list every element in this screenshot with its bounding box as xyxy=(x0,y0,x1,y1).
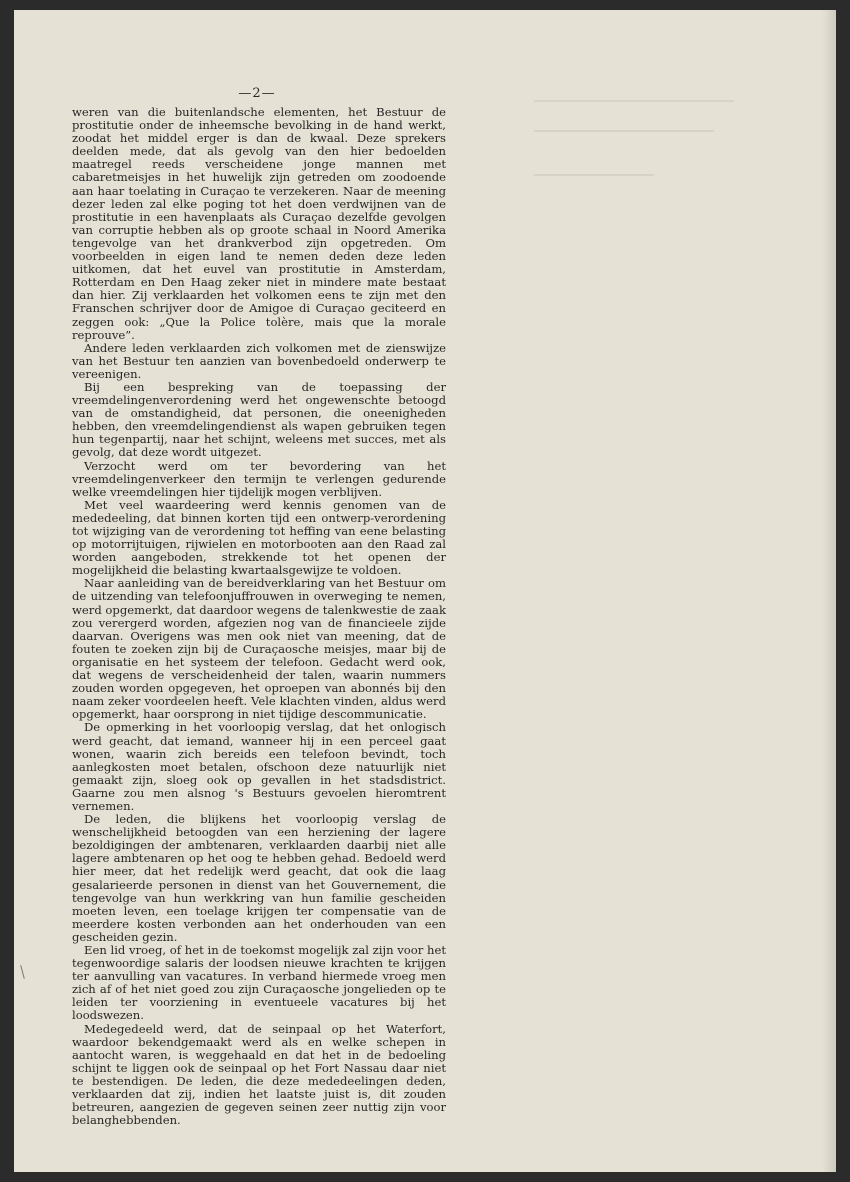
paragraph: Bij een bespreking van de toepassing der vreemdelingenverordening werd het ongewenschte betoogd van de omstandigheid, dat personen, die oneenigheden hebben, den vreemdelingendienst als wapen gebruiken tegen hun tegenpartij, naar het schijnt, weleens met succes, met als gevolg, dat deze wordt uitgezet. xyxy=(72,379,446,460)
paragraph: Naar aanleiding van de bereidverklaring van het Bestuur om de uitzending van telefoonjuffrouwen in overweging te nemen, werd opgemerkt, dat daardoor wegens de talenkwestie de zaak zou verergerd worden, afgezien nog van de financieele zijde daarvan. Overigens was men ook niet van meening, dat de fouten te zoeken zijn bij de Curaçaosche meisjes, maar bij de organisatie en het systeem der telefoon. Gedacht werd ook, dat wegens de verscheidenheid der talen, waarin nummers zouden worden opgegeven, het oproepen van abonnés bij den naam zeker voordeelen heeft. Vele klachten vinden, aldus werd opgemerkt, haar oorsprong in niet tijdige descommunicatie. xyxy=(72,576,446,722)
page-edge-shadow xyxy=(822,10,836,1172)
document-page xyxy=(14,10,836,1172)
paragraph: weren van die buitenlandsche elementen, het Bestuur de prostitutie onder de inheemsche bevolking in de hand werkt, zoodat het middel erger is dan de kwaal. Deze sprekers deelden mede, dat als gevolg van den hier bedoelden maatregel reeds verscheidene jonge mannen met cabaretmeisjes in het huwelijk zijn getreden om zoodoende aan haar toelating in Curaçao te verzekeren. Naar de meening dezer leden zal elke poging tot het doen verdwijnen van de prostitutie in een havenplaats als Curaçao dezelfde gevolgen van corruptie hebben als op groote schaal in Noord Amerika tengevolge van het drankverbod zijn opgetreden. Om voorbeelden in eigen land te nemen deden deze leden uitkomen, dat het euvel van prostitutie in Amsterdam, Rotterdam en Den Haag zeker niet in mindere mate bestaat dan hier. Zij verklaarden het volkomen eens te zijn met den Franschen schrijver door de Amigoe di Curaçao geciteerd en zeggen ook: „Que la Police tolère, mais que la morale reprouve”. xyxy=(72,105,446,342)
paragraph: De opmerking in het voorloopig verslag, dat het onlogisch werd geacht, dat iemand, wanneer hij in een perceel gaat wonen, waarin zich bereids een telefoon bevindt, toch aanlegkosten moet betalen, ofschoon deze natuurlijk niet gemaakt zijn, sloeg ook op gevallen in het stadsdistrict. Gaarne zou men alsnog 's Bestuurs gevoelen hieromtrent vernemen. xyxy=(72,720,446,813)
paragraph: Medegedeeld werd, dat de seinpaal op het Waterfort, waardoor bekendgemaakt werd als en welke schepen in aantocht waren, is weggehaald en dat het in de bedoeling schijnt te liggen ook de seinpaal op het Fort Nassau daar niet te bestendigen. De leden, die deze mededeelingen deden, verklaarden dat zij, indien het laatste juist is, dit zouden betreuren, aangezien de gegeven seinen zeer nuttig zijn voor belanghebbenden. xyxy=(72,1021,446,1128)
paragraph: Een lid vroeg, of het in de toekomst mogelijk zal zijn voor het tegenwoordige salaris der loodsen nieuwe krachten te krijgen ter aanvulling van vacatures. In verband hiermede vroeg men zich af of het niet goed zou zijn Curaçaosche jongelieden op te leiden ter voorziening in eventueele vacatures bij het loodswezen. xyxy=(72,943,446,1023)
body-text xyxy=(72,106,446,1127)
page-number: —2— xyxy=(238,86,276,101)
margin-mark xyxy=(20,965,25,979)
paragraph: De leden, die blijkens het voorloopig verslag de wenschelijkheid betoogden van een herziening der lagere bezoldigingen der ambtenaren, verklaarden daarbij niet alle lagere ambtenaren op het oog te hebben gehad. Bedoeld werd hier meer, dat het redelijk werd geacht, dat ook die laag gesalarieerde personen in dienst van het Gouvernement, die tengevolge van hun werkkring van hun familie gescheiden moeten leven, een toelage krijgen ter compensatie van de meerdere kosten verbonden aan het onderhouden van een gescheiden gezin. xyxy=(72,812,446,944)
bleed-through-shadow xyxy=(534,70,764,240)
paragraph: Andere leden verklaarden zich volkomen met de zienswijze van het Bestuur ten aanzien van bovenbedoeld onderwerp te vereenigen. xyxy=(72,340,446,381)
paragraph: Met veel waardeering werd kennis genomen van de mededeeling, dat binnen korten tijd een ontwerp-verordening tot wijziging van de verordening tot heffing van eene belasting op motorrijtuigen, rijwielen en motorbooten aan den Raad zal worden aangeboden, strekkende tot het openen der mogelijkheid die belasting kwartaalsgewijze te voldoen. xyxy=(72,497,446,578)
paragraph: Verzocht werd om ter bevordering van het vreemdelingenverkeer den termijn te verlengen gedurende welke vreemdelingen hier tijdelijk mogen verblijven. xyxy=(72,458,446,499)
